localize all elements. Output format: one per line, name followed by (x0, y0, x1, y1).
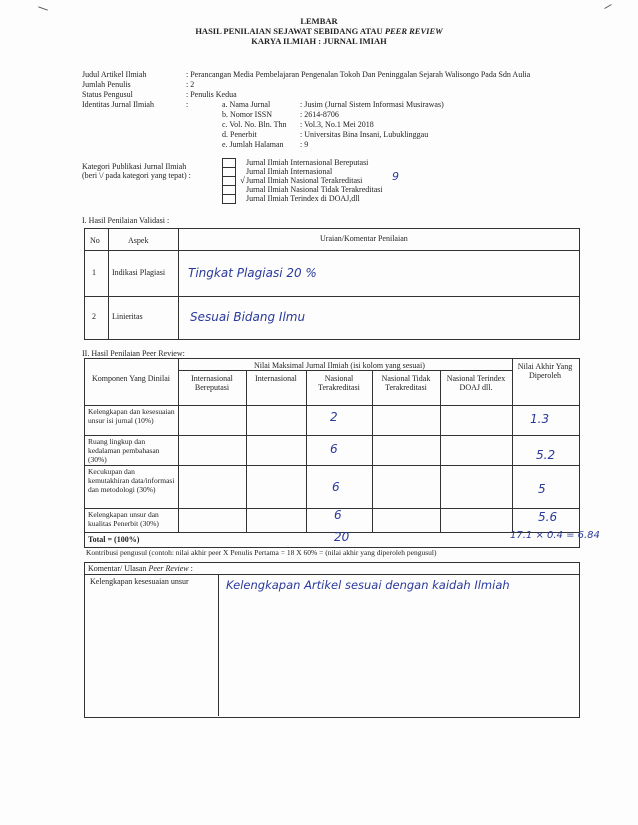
col-aspek: Aspek (128, 236, 149, 245)
validasi-heading: I. Hasil Penilaian Validasi : (82, 216, 170, 225)
field-value: : Jusim (Jurnal Sistem Informasi Musirawas) (300, 100, 444, 109)
hand-note: 9 (392, 170, 399, 183)
kategori-label: Kategori Publikasi Jurnal Ilmiah (82, 162, 187, 171)
total-akhir: 17.1 × 0.4 = 6.84 (510, 530, 600, 541)
check-mark-icon: √ (240, 175, 245, 185)
komponen-cell: Kelengkapan dan kesesuaian unsur isi jurnal (10%) (88, 407, 175, 425)
doc-title-italic: PEER REVIEW (384, 26, 443, 36)
scan-mark (38, 6, 48, 10)
row-aspek: Indikasi Plagiasi (112, 268, 166, 277)
row-komentar: Tingkat Plagiasi 20 % (188, 266, 317, 280)
identitas-colon: : (186, 100, 189, 109)
field-value: : 9 (300, 140, 309, 149)
field-value: : Universitas Bina Insani, Lubuklinggau (300, 130, 429, 139)
kategori-option: Jurnal Ilmiah Internasional Bereputasi (246, 158, 369, 167)
doc-title-prefix: HASIL PENILAIAN SEJAWAT SEBIDANG ATAU (195, 26, 385, 36)
komentar-heading-suffix: : (188, 564, 193, 573)
sub-header: Internasional (255, 374, 297, 383)
kategori-instruction: (beri \/ pada kategori yang tepat) : (82, 171, 191, 180)
akhir-value: 5.2 (536, 448, 556, 462)
nasional-value: 6 (334, 508, 342, 522)
field-value: : 2614-8706 (300, 110, 339, 119)
total-nasional: 20 (334, 530, 350, 544)
nasional-value: 2 (330, 410, 338, 424)
row-no: 2 (92, 312, 96, 321)
doc-title-line1: LEMBAR (300, 16, 338, 26)
row-komentar: Sesuai Bidang Ilmu (190, 310, 306, 324)
kontribusi-note: Kontribusi pengusul (contoh: nilai akhir peer X Penulis Pertama = 18 X 60% = (nilai akhir yang diperoleh pengusul) (86, 548, 437, 557)
kategori-option: Jurnal Ilmiah Nasional Tidak Terakreditasi (246, 185, 383, 194)
komponen-header: Komponen Yang Dinilai (92, 374, 170, 383)
komponen-cell: Kelengkapan unsur dan kualitas Penerbit (30%) (88, 510, 159, 528)
field-label: b. Nomor ISSN (222, 110, 273, 119)
col-no: No (90, 236, 100, 245)
nasional-value: 6 (332, 480, 340, 494)
peer-heading: II. Hasil Penilaian Peer Review: (82, 349, 185, 358)
sub-header: Nasional Tidak Terakreditasi (381, 374, 431, 392)
komentar-value: Kelengkapan Artikel sesuai dengan kaidah Ilmiah (226, 578, 510, 592)
validasi-table (84, 228, 580, 340)
jumlah-penulis-value: : 2 (186, 80, 195, 89)
judul-label: Judul Artikel Ilmiah (82, 70, 147, 79)
kategori-option: Jurnal Ilmiah Internasional (246, 167, 333, 176)
komentar-heading (88, 564, 193, 573)
komponen-cell: Kecukupan dan kemutakhiran data/informasi dan metodologi (30%) (88, 467, 175, 494)
jumlah-penulis-label: Jumlah Penulis (82, 80, 131, 89)
sub-header: Internasional Bereputasi (191, 374, 233, 392)
row-no: 1 (92, 268, 96, 277)
field-label: c. Vol. No. Bln. Thn (222, 120, 287, 129)
komponen-cell: Ruang lingkup dan kedalaman pembahasan (30%) (88, 437, 160, 464)
nasional-value: 6 (330, 442, 338, 456)
status-pengusul-value: : Penulis Kedua (186, 90, 237, 99)
nilai-maks-header: Nilai Maksimal Jurnal Ilmiah (isi kolom yang sesuai) (254, 361, 425, 370)
row-aspek: Linieritas (112, 312, 143, 321)
komentar-heading-italic: Peer Review (148, 564, 189, 573)
identitas-label: Identitas Jurnal Ilmiah (82, 100, 154, 109)
status-pengusul-label: Status Pengusul (82, 90, 133, 99)
akhir-value: 5 (538, 482, 546, 496)
kategori-checkbox[interactable] (222, 194, 236, 204)
judul-value: : Perancangan Media Pembelajaran Pengenalan Tokoh Dan Peninggalan Sejarah Walisongo Pada Sdn Aulia (186, 70, 531, 79)
field-label: e. Jumlah Halaman (222, 140, 284, 149)
field-label: a. Nama Jurnal (222, 100, 271, 109)
doc-title-line2 (0, 26, 638, 36)
kategori-option: Jurnal Ilmiah Terindex di DOAJ,dll (246, 194, 360, 203)
scan-mark (604, 4, 611, 9)
akhir-value: 5.6 (538, 510, 558, 524)
total-label: Total = (100%) (88, 535, 140, 544)
komentar-heading-prefix: Komentar/ Ulasan (88, 564, 149, 573)
kategori-option: Jurnal Ilmiah Nasional Terakreditasi (246, 176, 363, 185)
field-label: d. Penerbit (222, 130, 257, 139)
nilai-akhir-header: Nilai Akhir Yang Diperoleh (517, 362, 573, 380)
col-uraian: Uraian/Komentar Penilaian (320, 234, 408, 243)
sub-header: Nasional Terakreditasi (318, 374, 360, 392)
field-value: : Vol.3, No.1 Mei 2018 (300, 120, 374, 129)
akhir-value: 1.3 (530, 412, 550, 426)
sub-header: Nasional Terindex DOAJ dll. (446, 374, 506, 392)
doc-title-line3: KARYA ILMIAH : JURNAL IMIAH (251, 36, 387, 46)
komentar-label: Kelengkapan kesesuaian unsur (90, 577, 189, 586)
